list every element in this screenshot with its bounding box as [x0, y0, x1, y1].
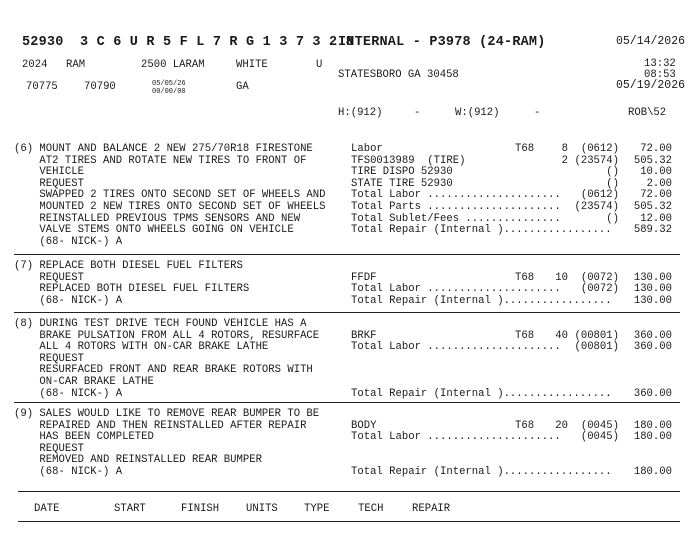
charge-description: Total Repair (Internal )................. [351, 224, 612, 237]
charge-amount: 10.00 [640, 166, 672, 179]
footer-col-tech: TECH [358, 503, 384, 515]
charge-amount: 589.32 [633, 224, 672, 237]
charge-quantity: 20 [555, 419, 568, 432]
charge-code: (23574) [574, 201, 619, 213]
charge-description: TFS0013989 (TIRE) [351, 154, 466, 167]
charge-amount: 130.00 [633, 283, 672, 296]
job-line: REQUEST [14, 442, 84, 455]
charge-code: (00801) [574, 341, 619, 354]
charge-code: (0045) [580, 419, 619, 432]
charge-code: (0612) [580, 189, 619, 202]
charge-amount: 130.00 [633, 271, 672, 284]
charge-amount: 12.00 [640, 212, 672, 225]
charge-description: STATE TIRE 52930 [351, 177, 453, 190]
job-line: MOUNTED 2 NEW TIRES ONTO SECOND SET OF WHEELS [14, 201, 326, 213]
vehicle-model: 2500 LARAM [141, 59, 205, 71]
charge-code: (0072) [580, 271, 619, 284]
job-line: (68- NICK-) A [14, 235, 123, 248]
footer-rule-bottom [18, 521, 680, 522]
charge-tech: T68 [515, 329, 535, 342]
vehicle-year: 2024 [22, 59, 48, 71]
job-line: SWAPPED 2 TIRES ONTO SECOND SET OF WHEELS AND [14, 189, 326, 202]
job-line: RESURFACED FRONT AND REAR BRAKE ROTORS WITH [14, 364, 313, 377]
charge-description: Total Repair (Internal )................. [351, 387, 612, 400]
job-separator [14, 402, 680, 403]
service-advisor: ROB\52 [628, 107, 667, 119]
job-line: (6) MOUNT AND BALANCE 2 NEW 275/70R18 FIRESTONE [14, 143, 313, 155]
charge-code: (23574) [574, 154, 619, 167]
footer-col-start: START [114, 503, 146, 515]
footer-col-repair: REPAIR [412, 503, 451, 515]
small-date-1: 05/05/26 [152, 80, 186, 88]
code-1: 70775 [26, 81, 58, 93]
work-phone: W:(912) [455, 107, 500, 119]
charge-description: Total Repair (Internal )................. [351, 294, 612, 307]
charge-amount: 505.32 [633, 201, 672, 213]
footer-col-date: DATE [34, 503, 60, 515]
job-separator [14, 312, 680, 313]
time-1: 13:32 [644, 58, 676, 70]
charge-code: () [606, 166, 619, 179]
job-line: REINSTALLED PREVIOUS TPMS SENSORS AND NEW [14, 212, 301, 225]
charge-description: FFDF [351, 271, 377, 284]
job-line: VEHICLE [14, 166, 84, 179]
code-2: 70790 [84, 81, 116, 93]
charge-tech: T68 [515, 271, 535, 284]
vehicle-flag: U [316, 59, 323, 71]
charge-description: Total Labor ..................... [351, 283, 561, 296]
job-line: REMOVED AND REINSTALLED REAR BUMPER [14, 454, 262, 467]
charge-amount: 180.00 [633, 431, 672, 444]
vin: 3 C 6 U R 5 F L 7 R G 1 3 7 3 2 8 [80, 35, 354, 50]
charge-amount: 72.00 [640, 189, 672, 202]
time-2: 08:53 [644, 69, 676, 81]
charge-amount: 2.00 [646, 177, 672, 190]
charge-tech: T68 [515, 143, 535, 155]
footer-col-finish: FINISH [181, 503, 220, 515]
charge-quantity: 40 [555, 329, 568, 342]
job-separator [14, 254, 680, 255]
phone-dash-2: - [534, 107, 541, 119]
job-line: REQUEST [14, 271, 84, 284]
ro-type: INTERNAL - P3978 (24-RAM) [338, 35, 546, 50]
job-line: REPLACED BOTH DIESEL FUEL FILTERS [14, 283, 250, 296]
footer-col-type: TYPE [304, 503, 330, 515]
job-line: VALVE STEMS ONTO WHEELS GOING ON VEHICLE [14, 224, 294, 237]
job-line: (9) SALES WOULD LIKE TO REMOVE REAR BUMPER TO BE [14, 408, 320, 420]
job-line: AT2 TIRES AND ROTATE NEW TIRES TO FRONT OF [14, 154, 307, 167]
charge-amount: 505.32 [633, 154, 672, 167]
charge-amount: 360.00 [633, 329, 672, 342]
charge-code: (0072) [580, 283, 619, 296]
vehicle-make: RAM [66, 59, 86, 71]
phone-dash-1: - [414, 107, 421, 119]
charge-code: (0045) [580, 431, 619, 444]
charge-quantity: 8 [561, 143, 568, 155]
city: STATESBORO GA 30458 [338, 69, 459, 81]
job-line: (68- NICK-) A [14, 466, 123, 478]
charge-amount: 130.00 [633, 294, 672, 307]
job-line: REPAIRED AND THEN REINSTALLED AFTER REPAIR [14, 419, 307, 432]
charge-description: Total Repair (Internal )................. [351, 466, 612, 478]
charge-tech: T68 [515, 419, 535, 432]
job-line: HAS BEEN COMPLETED [14, 431, 154, 444]
charge-code: () [606, 177, 619, 190]
job-line: REQUEST [14, 352, 84, 365]
charge-amount: 360.00 [633, 341, 672, 354]
state: GA [236, 81, 249, 93]
charge-code: () [606, 212, 619, 225]
charge-quantity: 10 [555, 271, 568, 284]
charge-amount: 180.00 [633, 466, 672, 478]
charge-description: Total Sublet/Fees ............... [351, 212, 561, 225]
charge-code: (00801) [574, 329, 619, 342]
job-line: (68- NICK-) A [14, 294, 123, 307]
ro-number: 52930 [22, 35, 64, 50]
small-date-2: 00/00/00 [152, 88, 186, 96]
charge-quantity: 2 [561, 154, 568, 167]
home-phone: H:(912) [338, 107, 383, 119]
charge-description: Total Labor ..................... [351, 431, 561, 444]
job-line: ALL 4 ROTORS WITH ON-CAR BRAKE LATHE [14, 341, 269, 354]
charge-code: (0612) [580, 143, 619, 155]
charge-description: Total Labor ..................... [351, 189, 561, 202]
footer-col-units: UNITS [246, 503, 278, 515]
charge-amount: 360.00 [633, 387, 672, 400]
job-line: REQUEST [14, 177, 84, 190]
charge-amount: 180.00 [633, 419, 672, 432]
date-bottom: 05/19/2026 [616, 79, 686, 92]
charge-description: TIRE DISPO 52930 [351, 166, 453, 179]
charge-description: Total Parts ..................... [351, 201, 561, 213]
vehicle-color: WHITE [236, 59, 268, 71]
job-line: BRAKE PULSATION FROM ALL 4 ROTORS, RESURFACE [14, 329, 320, 342]
job-line: (7) REPLACE BOTH DIESEL FUEL FILTERS [14, 260, 243, 272]
job-line: (8) DURING TEST DRIVE TECH FOUND VEHICLE HAS A [14, 318, 307, 330]
charge-description: BODY [351, 419, 377, 432]
footer-rule-top [18, 491, 680, 492]
charge-amount: 72.00 [640, 143, 672, 155]
date-top: 05/14/2026 [616, 35, 686, 48]
job-line: ON-CAR BRAKE LATHE [14, 376, 154, 388]
charge-description: Total Labor ..................... [351, 341, 561, 354]
job-line: (68- NICK-) A [14, 387, 123, 400]
charge-description: Labor [351, 143, 383, 155]
charge-description: BRKF [351, 329, 377, 342]
